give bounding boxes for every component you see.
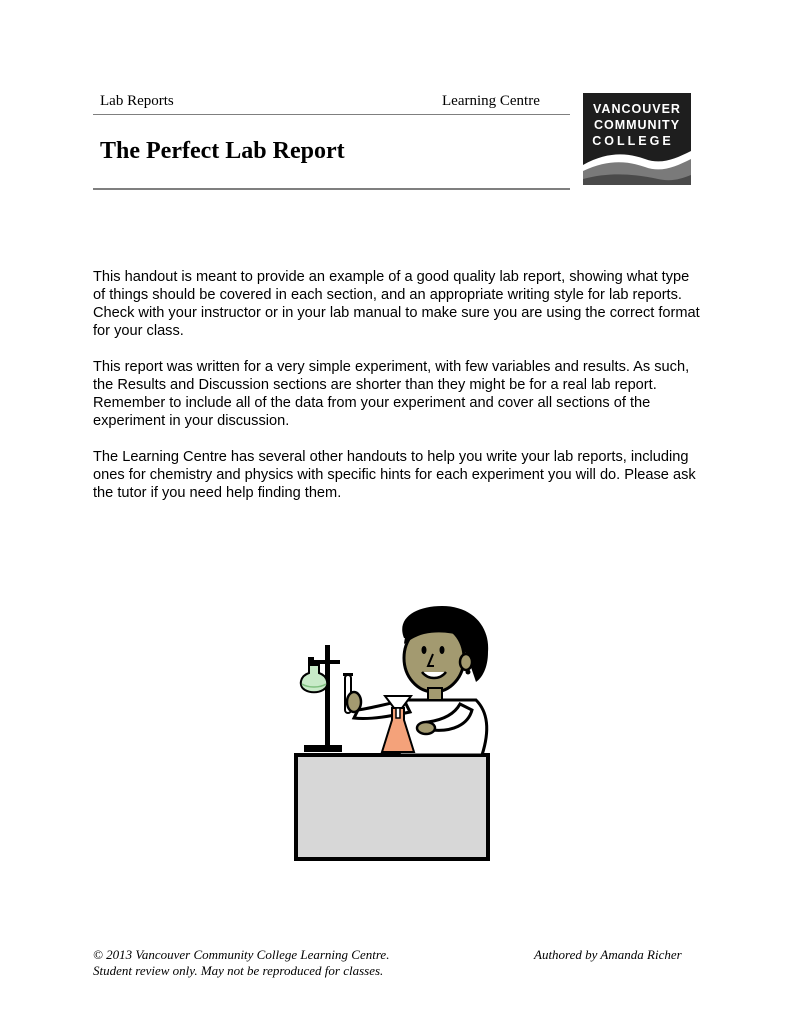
header-left-label: Lab Reports [100,93,174,109]
logo-line-3: COLLEGE [592,134,674,148]
copyright-line-2: Student review only. May not be reproduced for classes. [93,963,384,978]
intro-text [93,268,703,520]
logo-line-2: COMMUNITY [593,118,681,132]
logo-line-1: VANCOUVER [593,102,681,116]
paragraph: The Learning Centre has several other handouts to help you write your lab reports, including ones for chemistry and physics with specific hints for each experiment you will do. Please ask the tutor if you need help finding them. [93,449,696,501]
header-rule [93,114,570,115]
paragraph: This report was written for a very simple experiment, with few variables and results. As such, the Results and Discussion sections are shorter than they might be for a real lab report. Remember to include all of the data from your experiment and cover all sections of the experiment in your discussion. [93,359,690,429]
vcc-logo [583,93,691,185]
copyright-notice [93,947,389,979]
author-credit: Authored by Amanda Richer [534,947,682,962]
scientist-at-lab-bench-icon [292,600,502,864]
title-rule [93,188,570,190]
header-right-label: Learning Centre [442,93,540,109]
paragraph: This handout is meant to provide an example of a good quality lab report, showing what type of things should be covered in each section, and an appropriate writing style for lab reports. Check with your instructor or in your lab manual to make sure you are using the correct format for your class. [93,269,700,339]
copyright-line-1: © 2013 Vancouver Community College Learning Centre. [93,947,390,962]
page-title: The Perfect Lab Report [100,138,345,164]
